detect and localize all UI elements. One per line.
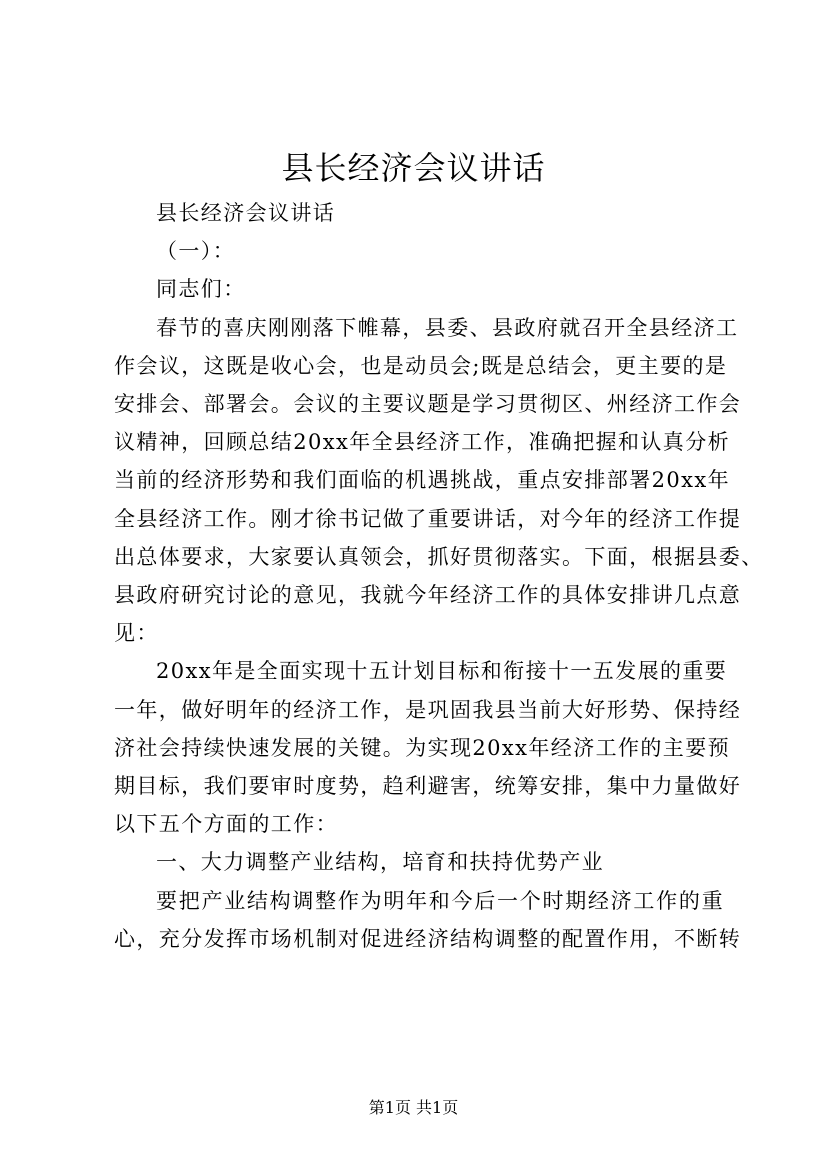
- paragraph: [114, 843, 724, 881]
- paragraph: [114, 882, 742, 958]
- paragraph-line: 一、大力调整产业结构，培育和扶持优势产业: [156, 850, 604, 875]
- paragraph-line: （一）：: [156, 239, 236, 264]
- document-title: 县长经济会议讲话: [281, 149, 546, 187]
- paragraph-line: 要把产业结构调整作为明年和今后一个时期经济工作的重: [156, 888, 724, 913]
- paragraph-line: 县政府研究讨论的意见，我就今年经济工作的具体安排讲几点意: [114, 583, 742, 608]
- paragraph-line: 出总体要求，大家要认真领会，抓好贯彻落实。下面，根据县委、: [114, 544, 764, 569]
- paragraph-line: 全县经济工作。刚才徐书记做了重要讲话，对今年的经济工作提: [114, 506, 742, 531]
- paragraph-line: 20xx年是全面实现十五计划目标和衔接十一五发展的重要: [156, 659, 728, 684]
- paragraph-line: 安排会、部署会。会议的主要议题是学习贯彻区、州经济工作会: [114, 392, 742, 417]
- paragraph-line: 议精神，回顾总结20xx年全县经济工作，准确把握和认真分析: [114, 430, 731, 455]
- paragraph-line: 作会议，这既是收心会，也是动员会;既是总结会，更主要的是: [114, 353, 728, 378]
- paragraph-line: 心，充分发挥市场机制对促进经济结构调整的配置作用，不断转: [114, 926, 742, 951]
- paragraph-line: 春节的喜庆刚刚落下帷幕，县委、县政府就召开全县经济工: [156, 315, 739, 340]
- paragraph: [114, 270, 724, 308]
- paragraph: [114, 194, 724, 232]
- document-body: [114, 194, 764, 958]
- paragraph-line: 见：: [114, 621, 159, 646]
- paragraph-line: 一年，做好明年的经济工作，是巩固我县当前大好形势、保持经: [114, 697, 742, 722]
- paragraph-line: 以下五个方面的工作：: [114, 812, 338, 837]
- paragraph-line: 同志们：: [156, 277, 246, 302]
- paragraph-line: 县长经济会议讲话: [156, 201, 336, 225]
- paragraph-line: 期目标，我们要审时度势，趋利避害，统筹安排，集中力量做好: [114, 774, 742, 799]
- page-footer: 第1页 共1页: [368, 1098, 459, 1117]
- paragraph: [114, 309, 764, 653]
- paragraph-line: 济社会持续快速发展的关键。为实现20xx年经济工作的主要预: [114, 735, 731, 760]
- paragraph: [114, 232, 724, 270]
- paragraph: [114, 652, 742, 843]
- paragraph-line: 当前的经济形势和我们面临的机遇挑战，重点安排部署20xx年: [114, 468, 731, 493]
